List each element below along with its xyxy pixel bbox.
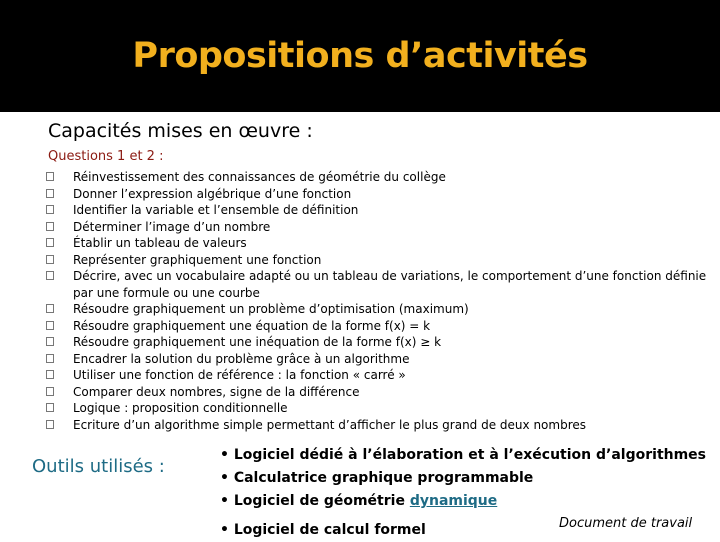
- capacity-item: Utiliser une fonction de référence : la fonction « carré »: [46, 367, 716, 384]
- capacity-item: Représenter graphiquement une fonction: [46, 252, 716, 269]
- capacity-item: Résoudre graphiquement un problème d’optimisation (maximum): [46, 301, 716, 318]
- tools-heading: Outils utilisés :: [32, 456, 165, 477]
- capacity-item: Comparer deux nombres, signe de la différence: [46, 384, 716, 401]
- checkbox-bullet-icon: [46, 205, 54, 214]
- checkbox-bullet-icon: [46, 222, 54, 231]
- capacity-item: Résoudre graphiquement une équation de la forme f(x) = k: [46, 318, 716, 335]
- capacity-item: Réinvestissement des connaissances de géométrie du collège: [46, 169, 716, 186]
- checkbox-bullet-icon: [46, 172, 54, 181]
- capacity-item: Résoudre graphiquement une inéquation de la forme f(x) ≥ k: [46, 334, 716, 351]
- capacity-item: Encadrer la solution du problème grâce à un algorithme: [46, 351, 716, 368]
- document-label: Document de travail: [559, 516, 693, 531]
- checkbox-bullet-icon: [46, 238, 54, 247]
- tool-item-label: • Logiciel de géométrie: [220, 493, 410, 509]
- slide-title: Propositions d’activités: [132, 36, 588, 76]
- capacity-item: Établir un tableau de valeurs: [46, 235, 716, 252]
- questions-label: Questions 1 et 2 :: [48, 149, 164, 164]
- capacities-list: [46, 169, 716, 433]
- checkbox-bullet-icon: [46, 255, 54, 264]
- capacity-item: Déterminer l’image d’un nombre: [46, 219, 716, 236]
- checkbox-bullet-icon: [46, 387, 54, 396]
- tool-item: • Logiciel dédié à l’élaboration et à l’exécution d’algorithmes: [220, 447, 707, 463]
- checkbox-bullet-icon: [46, 420, 54, 429]
- checkbox-bullet-icon: [46, 370, 54, 379]
- capacity-item: Donner l’expression algébrique d’une fonction: [46, 186, 716, 203]
- capacity-item: Décrire, avec un vocabulaire adapté ou un tableau de variations, le comportement d’une fonction définie par une formule ou une courbe: [46, 268, 716, 301]
- capacity-item: Identifier la variable et l’ensemble de définition: [46, 202, 716, 219]
- checkbox-bullet-icon: [46, 189, 54, 198]
- checkbox-bullet-icon: [46, 271, 54, 280]
- dynamique-link[interactable]: dynamique: [409, 493, 498, 509]
- tool-item: • Logiciel de calcul formel: [220, 522, 426, 538]
- capacity-item: Ecriture d’un algorithme simple permettant d’afficher le plus grand de deux nombres: [46, 417, 716, 434]
- tool-item: • Calculatrice graphique programmable: [220, 470, 534, 486]
- capacity-item: Logique : proposition conditionnelle: [46, 400, 716, 417]
- checkbox-bullet-icon: [46, 337, 54, 346]
- capacities-heading: Capacités mises en œuvre :: [48, 120, 313, 142]
- tool-item: [220, 490, 710, 513]
- checkbox-bullet-icon: [46, 354, 54, 363]
- checkbox-bullet-icon: [46, 321, 54, 330]
- checkbox-bullet-icon: [46, 403, 54, 412]
- checkbox-bullet-icon: [46, 304, 54, 313]
